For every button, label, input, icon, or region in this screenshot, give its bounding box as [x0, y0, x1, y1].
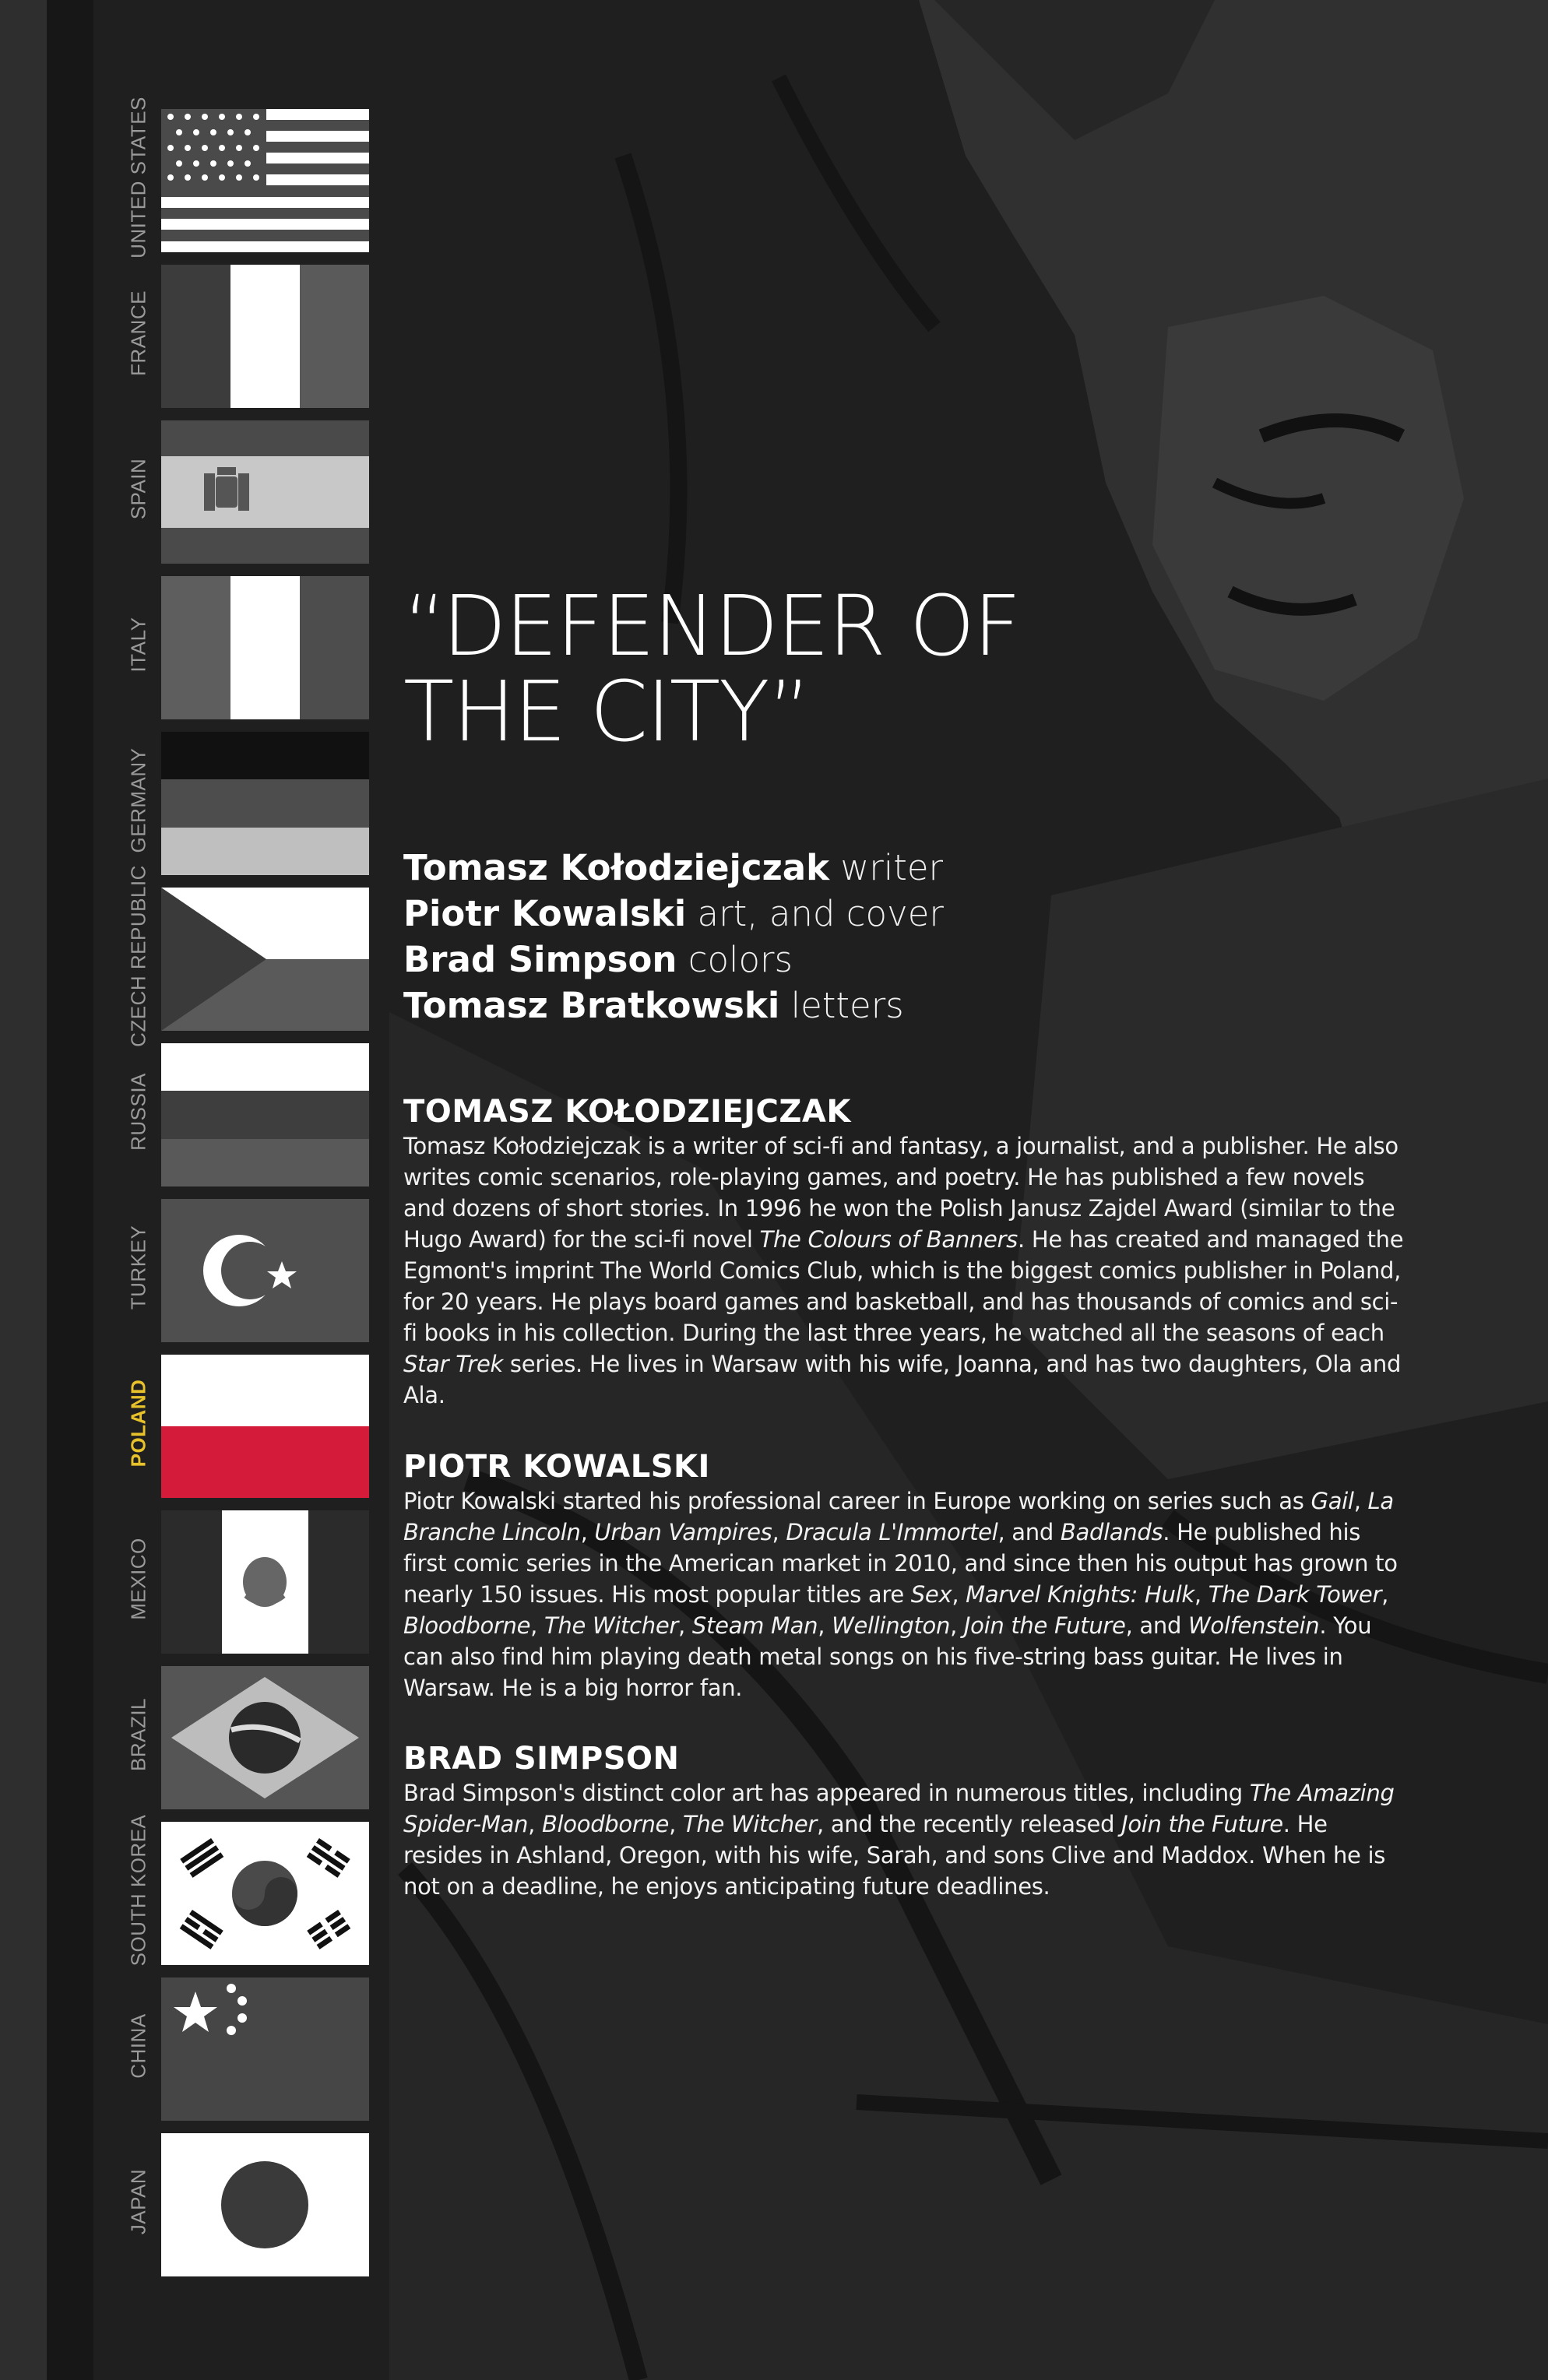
- credit-role: letters: [790, 985, 904, 1026]
- credit-line: [403, 937, 944, 983]
- credit-line: [403, 845, 944, 891]
- story-title: “DEFENDER OF THE CITY”: [403, 578, 1020, 761]
- country-label-text: GERMANY: [126, 747, 150, 853]
- bio-text-segment: ,: [1381, 1581, 1389, 1608]
- bio-text-segment: , and: [1125, 1612, 1188, 1639]
- bio-title-reference: Urban Vampires: [594, 1519, 772, 1545]
- spain-flag-icon: [161, 420, 369, 564]
- bio-text-segment: Tomasz Kołodziejczak is a writer of sci-fi and fantasy, a journalist, and a publisher. He also writes comic scenarios, role-playing games, and poetry. He has published a few novels and dozens of short stories. In 1996 he won the Polish Janusz Zajdel Award (similar to the Hugo Award) for the sci-fi novel: [403, 1133, 1398, 1253]
- bio-text-segment: . He has created and managed the Egmont's imprint The World Comics Club, which is the biggest comics publisher in Poland, for 20 years. He plays board games and basketball, and has thousands of comics and sci-fi books in his collection. During the last three years, he watched all the seasons of each: [403, 1226, 1404, 1346]
- bio-tomasz-kolodziejczak: [403, 1093, 1408, 1411]
- bio-title-reference: The Amazing Spider-Man: [403, 1780, 1395, 1837]
- italy-flag-icon: [161, 576, 369, 719]
- bio-title-reference: Steam Man: [691, 1612, 818, 1639]
- credit-line: [403, 891, 944, 937]
- bio-text-segment: Brad Simpson's distinct color art has appeared in numerous titles, including: [403, 1780, 1250, 1806]
- bio-text: [403, 1485, 1408, 1703]
- country-label-text: SOUTH KOREA: [126, 1814, 150, 1967]
- country-sidebar: [0, 0, 389, 2380]
- bio-title-reference: Wolfenstein: [1188, 1612, 1320, 1639]
- bio-text-segment: ,: [580, 1519, 595, 1545]
- bio-text-segment: series. He lives in Warsaw with his wife, Joanna, and has two daughters, Ola and Ala.: [403, 1351, 1402, 1408]
- country-label-text-active: POLAND: [126, 1379, 150, 1468]
- france-flag-icon: [161, 265, 369, 408]
- united-states-flag-icon: [161, 109, 369, 252]
- south-korea-flag-icon: [161, 1822, 369, 1965]
- bio-brad-simpson: [403, 1740, 1408, 1902]
- bio-text-segment: , and the recently released: [817, 1811, 1122, 1837]
- bio-text-segment: ,: [818, 1612, 832, 1639]
- country-label-text: CHINA: [126, 2013, 150, 2079]
- bio-text-segment: ,: [1194, 1581, 1208, 1608]
- credit-role: colors: [688, 939, 793, 980]
- bio-title-reference: Bloodborne: [403, 1612, 531, 1639]
- brazil-flag-icon: [161, 1666, 369, 1809]
- bio-heading: PIOTR KOWALSKI: [403, 1449, 710, 1485]
- credit-name: Tomasz Kołodziejczak: [403, 847, 830, 888]
- bio-heading: TOMASZ KOŁODZIEJCZAK: [403, 1094, 851, 1130]
- bio-text-segment: ,: [678, 1612, 692, 1639]
- bio-title-reference: Bloodborne: [541, 1811, 670, 1837]
- country-label-text: RUSSIA: [126, 1073, 150, 1151]
- country-label-text: SPAIN: [126, 458, 150, 520]
- bio-title-reference: Join the Future: [1121, 1811, 1283, 1837]
- country-label-text: CZECH REPUBLIC: [126, 865, 150, 1047]
- bio-title-reference: Marvel Knights: Hulk: [966, 1581, 1194, 1608]
- country-label-text: JAPAN: [126, 2168, 150, 2235]
- mexico-flag-icon: [161, 1510, 369, 1654]
- bio-text-segment: ,: [772, 1519, 786, 1545]
- bio-text-segment: ,: [530, 1612, 544, 1639]
- credit-role: writer: [840, 847, 944, 888]
- czech-republic-flag-icon: [161, 888, 369, 1031]
- bio-title-reference: The Witcher: [682, 1811, 817, 1837]
- bio-title-reference: The Dark Tower: [1208, 1581, 1382, 1608]
- bio-title-reference: Star Trek: [403, 1351, 504, 1377]
- bio-text-segment: ,: [528, 1811, 542, 1837]
- country-label-text: ITALY: [126, 617, 150, 673]
- germany-flag-icon: [161, 732, 369, 875]
- bio-title-reference: Sex: [910, 1581, 952, 1608]
- credit-name: Piotr Kowalski: [403, 893, 687, 934]
- bio-title-reference: Wellington: [832, 1612, 951, 1639]
- russia-flag-icon: [161, 1043, 369, 1186]
- credit-role: art, and cover: [697, 893, 944, 934]
- bio-text: [403, 1130, 1408, 1411]
- bio-text-segment: . He resides in Ashland, Oregon, with his wife, Sarah, and sons Clive and Maddox. When he is not on a deadline, he enjoys anticipating future deadlines.: [403, 1811, 1386, 1900]
- bio-title-reference: Badlands: [1060, 1519, 1163, 1545]
- bio-text: [403, 1777, 1408, 1902]
- bio-piotr-kowalski: [403, 1448, 1408, 1703]
- bio-title-reference: La Branche Lincoln: [403, 1488, 1394, 1545]
- bio-title-reference: The Witcher: [544, 1612, 679, 1639]
- country-label-text: BRAZIL: [126, 1697, 150, 1772]
- country-label-text: TURKEY: [126, 1225, 150, 1310]
- bio-text-segment: ,: [952, 1581, 966, 1608]
- country-label-text: UNITED STATES: [126, 97, 150, 258]
- bio-heading: BRAD SIMPSON: [403, 1741, 680, 1777]
- japan-flag-icon: [161, 2133, 369, 2276]
- bio-text-segment: . You can also find him playing death metal songs on his five-string bass guitar. He lives in Warsaw. He is a big horror fan.: [403, 1612, 1372, 1701]
- bio-text-segment: ,: [1353, 1488, 1368, 1514]
- country-label-text: MEXICO: [126, 1538, 150, 1620]
- credits-list: [403, 845, 944, 1028]
- credit-name: Brad Simpson: [403, 939, 677, 980]
- poland-flag-icon: [161, 1355, 369, 1498]
- bio-text-segment: ,: [950, 1612, 964, 1639]
- china-flag-icon: [161, 1977, 369, 2121]
- bio-text-segment: . He published his first comic series in the American market in 2010, and since then his output has grown to nearly 150 issues. His most popular titles are: [403, 1519, 1398, 1608]
- country-label-text: FRANCE: [126, 290, 150, 376]
- bio-title-reference: The Colours of Banners: [759, 1226, 1018, 1253]
- bio-text-segment: Piotr Kowalski started his professional career in Europe working on series such as: [403, 1488, 1311, 1514]
- turkey-flag-icon: [161, 1199, 369, 1342]
- bio-text-segment: ,: [669, 1811, 683, 1837]
- bio-title-reference: Gail: [1311, 1488, 1354, 1514]
- credit-line: [403, 983, 944, 1028]
- bio-text-segment: , and: [997, 1519, 1061, 1545]
- credit-name: Tomasz Bratkowski: [403, 985, 780, 1026]
- bio-title-reference: Join the Future: [963, 1612, 1126, 1639]
- bio-title-reference: Dracula L'Immortel: [786, 1519, 998, 1545]
